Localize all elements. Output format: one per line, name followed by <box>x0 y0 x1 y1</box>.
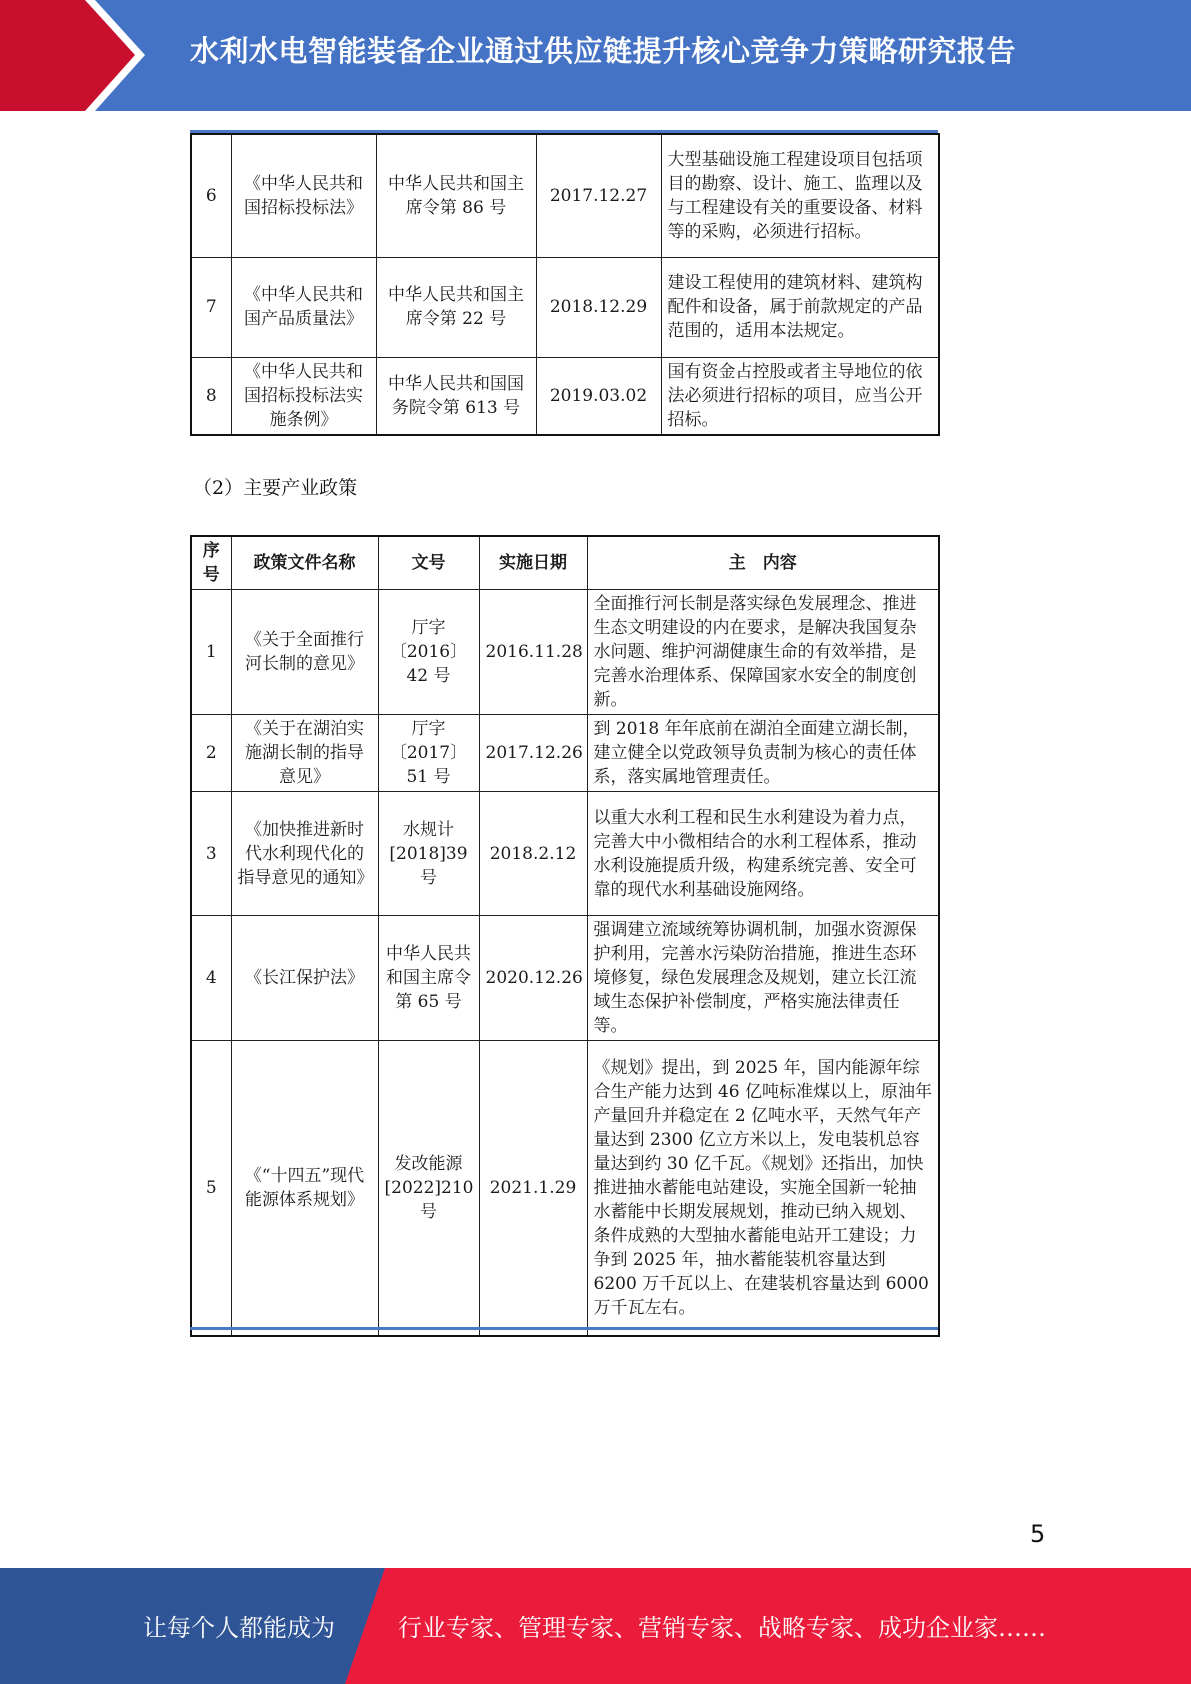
policy-name: 《关于在湖泊实施湖长制的指导意见》 <box>231 715 378 792</box>
effective-date: 2020.12.26 <box>479 916 587 1041</box>
law-name: 《中华人民共和国招标投标法实施条例》 <box>231 357 376 435</box>
row-number: 3 <box>191 792 231 916</box>
page-header <box>0 0 1191 111</box>
table-row <box>191 792 939 916</box>
policy-name: 《长江保护法》 <box>231 916 378 1041</box>
law-name: 《中华人民共和国招标投标法》 <box>231 134 376 257</box>
document-number: 中华人民共和国主席令第 86 号 <box>376 134 536 257</box>
row-number: 1 <box>191 590 231 715</box>
policy-content: 全面推行河长制是落实绿色发展理念、推进生态文明建设的内在要求，是解决我国复杂水问题、维护河湖健康生命的有效举措，是完善水治理体系、保障国家水安全的制度创新。 <box>587 590 939 715</box>
table-row <box>191 1041 939 1336</box>
section-heading: （2）主要产业政策 <box>193 477 358 499</box>
policy-name: 《加快推进新时代水利现代化的指导意见的通知》 <box>231 792 378 916</box>
policy-table <box>190 535 940 1337</box>
effective-date: 2019.03.02 <box>536 357 661 435</box>
footer-slogan-left: 让每个人都能成为 <box>143 1614 335 1642</box>
policy-content: 以重大水利工程和民生水利建设为着力点，完善大中小微相结合的水利工程体系，推动水利设施提质升级，构建系统完善、安全可靠的现代水利基础设施网络。 <box>587 792 939 916</box>
column-header-content: 主 内容 <box>587 536 939 590</box>
effective-date: 2018.2.12 <box>479 792 587 916</box>
effective-date: 2018.12.29 <box>536 257 661 357</box>
header-chevron-decoration <box>0 0 145 111</box>
table-row <box>191 134 939 257</box>
effective-date: 2021.1.29 <box>479 1041 587 1336</box>
table-bottom-rule <box>190 1327 938 1330</box>
document-number: 中华人民共和国国务院令第 613 号 <box>376 357 536 435</box>
policy-name: 《关于全面推行河长制的意见》 <box>231 590 378 715</box>
effective-date: 2017.12.26 <box>479 715 587 792</box>
row-number: 5 <box>191 1041 231 1336</box>
document-number: 厅字〔2017〕51 号 <box>378 715 479 792</box>
row-number: 8 <box>191 357 231 435</box>
page-number: 5 <box>1030 1520 1046 1548</box>
table-row <box>191 357 939 435</box>
policy-content: 强调建立流域统筹协调机制，加强水资源保护利用，完善水污染防治措施，推进生态环境修复，绿色发展理念及规划，建立长江流域生态保护补偿制度，严格实施法律责任等。 <box>587 916 939 1041</box>
policy-content: 到 2018 年年底前在湖泊全面建立湖长制，建立健全以党政领导负责制为核心的责任体系，落实属地管理责任。 <box>587 715 939 792</box>
table-row <box>191 257 939 357</box>
column-header-date: 实施日期 <box>479 536 587 590</box>
law-name: 《中华人民共和国产品质量法》 <box>231 257 376 357</box>
document-number: 中华人民共和国主席令第 65 号 <box>378 916 479 1041</box>
document-number: 中华人民共和国主席令第 22 号 <box>376 257 536 357</box>
row-number: 2 <box>191 715 231 792</box>
report-title: 水利水电智能装备企业通过供应链提升核心竞争力策略研究报告 <box>190 34 1017 68</box>
document-number: 发改能源[2022]210 号 <box>378 1041 479 1336</box>
column-header-name: 政策文件名称 <box>231 536 378 590</box>
table-header-row <box>191 536 939 590</box>
policy-name: 《“十四五”现代能源体系规划》 <box>231 1041 378 1336</box>
policy-content: 《规划》提出，到 2025 年，国内能源年综合生产能力达到 46 亿吨标准煤以上，原油年产量回升并稳定在 2 亿吨水平，天然气年产量达到 2300 亿立方米以上，发电装机总容量达到约 30 亿千瓦。《规划》还指出，加快推进抽水蓄能电站建设，实施全国新一轮抽水蓄能中长期发展规划，推动已纳入规划、条件成熟的大型抽水蓄能电站开工建设；力争到 2025 年，抽水蓄能装机容量达到 6200 万千瓦以上、在建装机容量达到 6000 万千瓦左右。 <box>587 1041 939 1336</box>
table-row <box>191 916 939 1041</box>
column-header-number: 序号 <box>191 536 231 590</box>
table-row <box>191 715 939 792</box>
row-number: 7 <box>191 257 231 357</box>
effective-date: 2017.12.27 <box>536 134 661 257</box>
law-content: 建设工程使用的建筑材料、建筑构配件和设备，属于前款规定的产品范围的，适用本法规定。 <box>661 257 939 357</box>
row-number: 6 <box>191 134 231 257</box>
document-number: 厅字〔2016〕42 号 <box>378 590 479 715</box>
footer-slogan-right: 行业专家、管理专家、营销专家、战略专家、成功企业家…… <box>398 1614 1046 1642</box>
page-footer <box>0 1568 1191 1684</box>
effective-date: 2016.11.28 <box>479 590 587 715</box>
law-content: 国有资金占控股或者主导地位的依法必须进行招标的项目，应当公开招标。 <box>661 357 939 435</box>
law-content: 大型基础设施工程建设项目包括项目的勘察、设计、施工、监理以及与工程建设有关的重要设备、材料等的采购，必须进行招标。 <box>661 134 939 257</box>
row-number: 4 <box>191 916 231 1041</box>
document-number: 水规计[2018]39 号 <box>378 792 479 916</box>
law-table <box>190 133 940 436</box>
column-header-doc-number: 文号 <box>378 536 479 590</box>
table-row <box>191 590 939 715</box>
